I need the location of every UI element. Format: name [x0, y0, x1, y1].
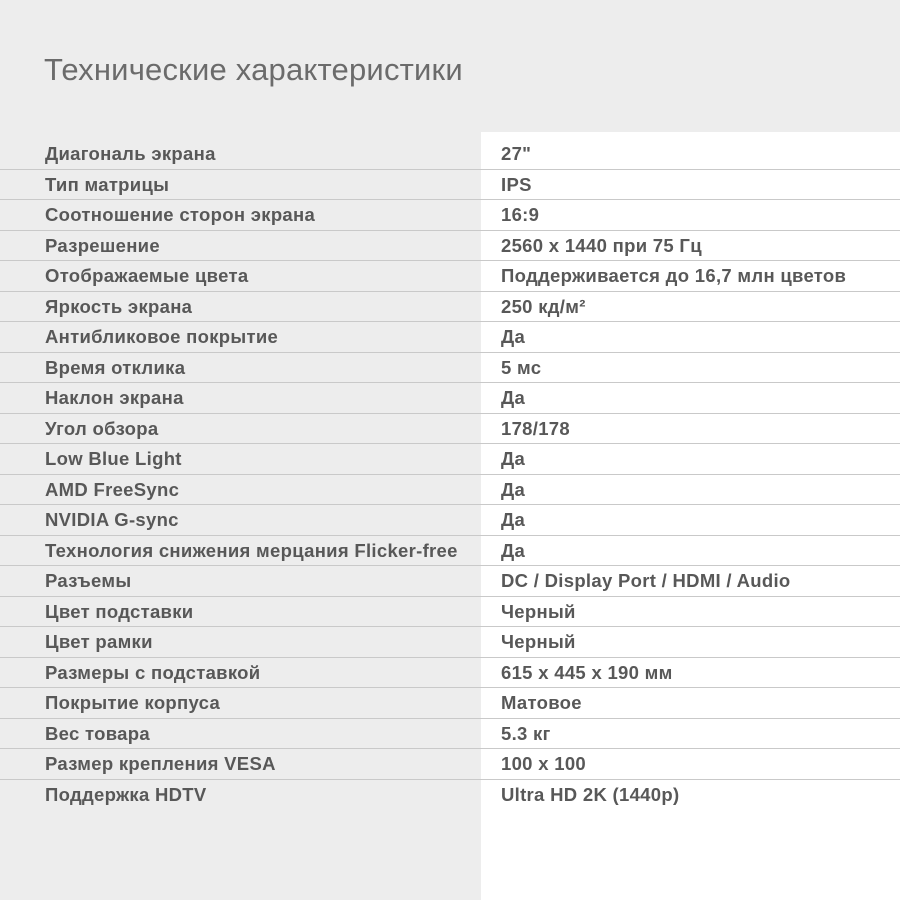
spec-row — [0, 627, 900, 658]
spec-value: 2560 x 1440 при 75 Гц — [501, 234, 702, 256]
spec-label: Технология снижения мерцания Flicker-free — [45, 539, 458, 561]
spec-label: AMD FreeSync — [45, 478, 180, 500]
spec-label: Отображаемые цвета — [45, 265, 249, 286]
spec-label: Антибликовое покрытие — [45, 326, 279, 347]
spec-value: Да — [501, 387, 526, 408]
spec-label: Цвет рамки — [45, 631, 153, 652]
spec-label: Угол обзора — [45, 417, 159, 439]
spec-label: Low Blue Light — [45, 448, 182, 469]
spec-value: 615 x 445 x 190 мм — [501, 661, 673, 683]
spec-row — [0, 536, 900, 567]
spec-label: Разъемы — [45, 570, 132, 591]
spec-label: Разрешение — [45, 234, 160, 256]
spec-value: Да — [501, 478, 526, 500]
spec-row — [0, 566, 900, 597]
spec-label: Размер крепления VESA — [45, 753, 276, 774]
spec-value: 16:9 — [501, 204, 540, 225]
spec-row — [0, 719, 900, 750]
spec-value: Черный — [501, 600, 576, 622]
spec-row — [0, 322, 900, 353]
spec-value: 178/178 — [501, 417, 570, 439]
spec-value: Да — [501, 539, 526, 561]
spec-label: Цвет подставки — [45, 600, 194, 622]
spec-label: Яркость экрана — [45, 295, 193, 317]
spec-value: 27" — [501, 143, 532, 164]
spec-row — [0, 261, 900, 292]
spec-value: Да — [501, 509, 526, 530]
spec-row — [0, 383, 900, 414]
spec-row — [0, 231, 900, 262]
spec-value: Матовое — [501, 692, 582, 713]
spec-row — [0, 292, 900, 323]
spec-label: Наклон экрана — [45, 387, 184, 408]
spec-label: Тип матрицы — [45, 173, 170, 195]
spec-label: Размеры с подставкой — [45, 661, 261, 683]
spec-row — [0, 444, 900, 475]
spec-label: Вес товара — [45, 722, 150, 744]
spec-label: Время отклика — [45, 356, 186, 378]
spec-row — [0, 475, 900, 506]
spec-value: Ultra HD 2K (1440p) — [501, 783, 680, 805]
spec-value: Да — [501, 448, 526, 469]
spec-value: Да — [501, 326, 526, 347]
spec-row — [0, 597, 900, 628]
spec-value: Поддерживается до 16,7 млн цветов — [501, 265, 847, 286]
page-title: Технические характеристики — [44, 52, 463, 87]
spec-value: DC / Display Port / HDMI / Audio — [501, 570, 791, 591]
spec-row — [0, 139, 900, 170]
spec-value: 250 кд/м² — [501, 295, 586, 317]
spec-row — [0, 200, 900, 231]
spec-label: Поддержка HDTV — [45, 783, 207, 805]
spec-row — [0, 749, 900, 780]
spec-label: Соотношение сторон экрана — [45, 204, 316, 225]
spec-value: Черный — [501, 631, 576, 652]
spec-label: Покрытие корпуса — [45, 692, 221, 713]
spec-row — [0, 414, 900, 445]
spec-row — [0, 658, 900, 689]
spec-value: IPS — [501, 173, 532, 195]
spec-row — [0, 505, 900, 536]
spec-row — [0, 353, 900, 384]
spec-table — [0, 139, 900, 810]
spec-value: 100 x 100 — [501, 753, 587, 774]
spec-row — [0, 688, 900, 719]
spec-label: Диагональ экрана — [45, 143, 216, 164]
spec-row — [0, 170, 900, 201]
spec-value: 5.3 кг — [501, 722, 551, 744]
spec-label: NVIDIA G-sync — [45, 509, 179, 530]
spec-row — [0, 780, 900, 811]
spec-value: 5 мс — [501, 356, 542, 378]
